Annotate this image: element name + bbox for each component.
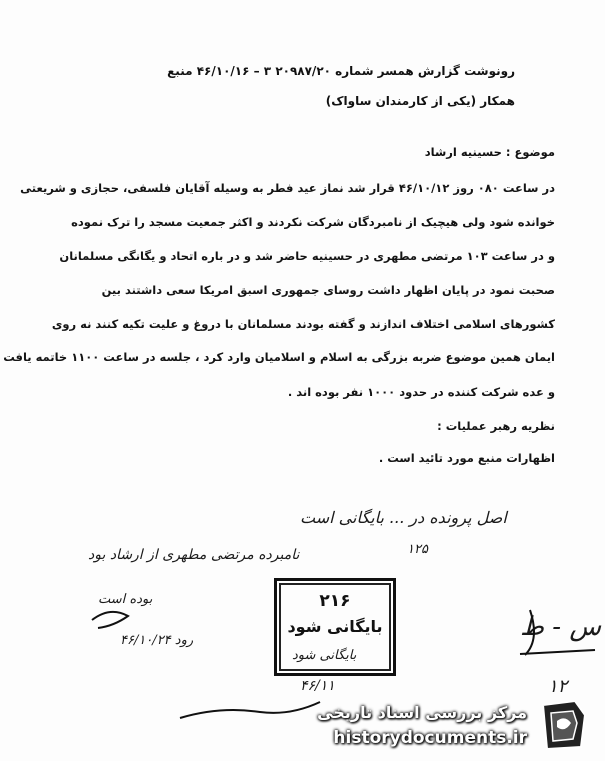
body-line: و عده شرکت کننده در حدود ۱۰۰۰ نفر بوده اند . <box>287 385 555 399</box>
handwritten-date: ۴۶/۱۰/۲۴ رود <box>120 633 194 648</box>
body-line: خوانده شود ولی هیچیک از نامبردگان شرکت نکردند و اکثر جمعیت مسجد را ترک نموده <box>71 215 555 229</box>
handwritten-initials: س - ط <box>520 612 602 642</box>
source-description: همکار (یکی از کارمندان ساواک) <box>325 94 515 108</box>
handwritten-margin-note: نامبرده مرتضی مطهری از ارشاد بود <box>88 547 300 563</box>
body-line: صحبت نمود در پایان اظهار داشت روسای جمهوری اسبق امریکا سعی داشتند بین <box>101 283 555 297</box>
handwritten-date-2: ۴۶/۱۱ <box>300 678 335 694</box>
body-line: ایمان همین موضوع ضربه بزرگی به اسلام و اسلامیان وارد کرد ، جلسه در ساعت ۱۱۰۰ خاتمه یافت <box>3 350 555 364</box>
commander-opinion: اظهارات منبع مورد تائید است . <box>378 451 555 465</box>
archive-stamp <box>274 578 396 676</box>
body-line: و در ساعت ۱۰۳ مرتضی مطهری در حسینیه حاضر شد و در باره اتحاد و یگانگی مسلمانان <box>59 249 555 263</box>
watermark-url: historydocuments.ir <box>333 728 527 748</box>
archive-logo-icon <box>535 697 591 753</box>
stamp-number: ۲۱۶ <box>319 591 351 611</box>
handwritten-number: ۱۲۵ <box>407 542 428 557</box>
commander-opinion-label: نظریه رهبر عملیات : <box>437 419 555 433</box>
handwritten-note-continued: بوده است <box>98 592 153 607</box>
body-line: کشورهای اسلامی اختلاف اندازند و گفته بودند مسلمانان با دروغ و علیت تکیه کنند نه روی <box>51 317 555 331</box>
handwritten-page-number: ۱۲ <box>548 676 568 697</box>
subject-line: موضوع : حسینیه ارشاد <box>424 145 555 159</box>
handwritten-archive-note: اصل پرونده در ... بایگانی است <box>300 508 507 527</box>
report-header: رونوشت گزارش همسر شماره ۲۰۹۸۷/۲۰ ۳ – ۴۶/۱۰/۱۶ منبع <box>167 64 515 78</box>
body-line: در ساعت ۰۸۰ روز ۴۶/۱۰/۱۲ قرار شد نماز عید فطر به وسیله آقایان فلسفی، حجازی و شریعتی <box>20 181 555 195</box>
watermark-logo <box>317 693 597 757</box>
watermark-title: مرکز بررسی اسناد تاریخی <box>317 703 527 722</box>
handwritten-instruction: بایگانی شود <box>292 648 357 663</box>
stamp-text: بایگانی شود <box>287 617 383 636</box>
